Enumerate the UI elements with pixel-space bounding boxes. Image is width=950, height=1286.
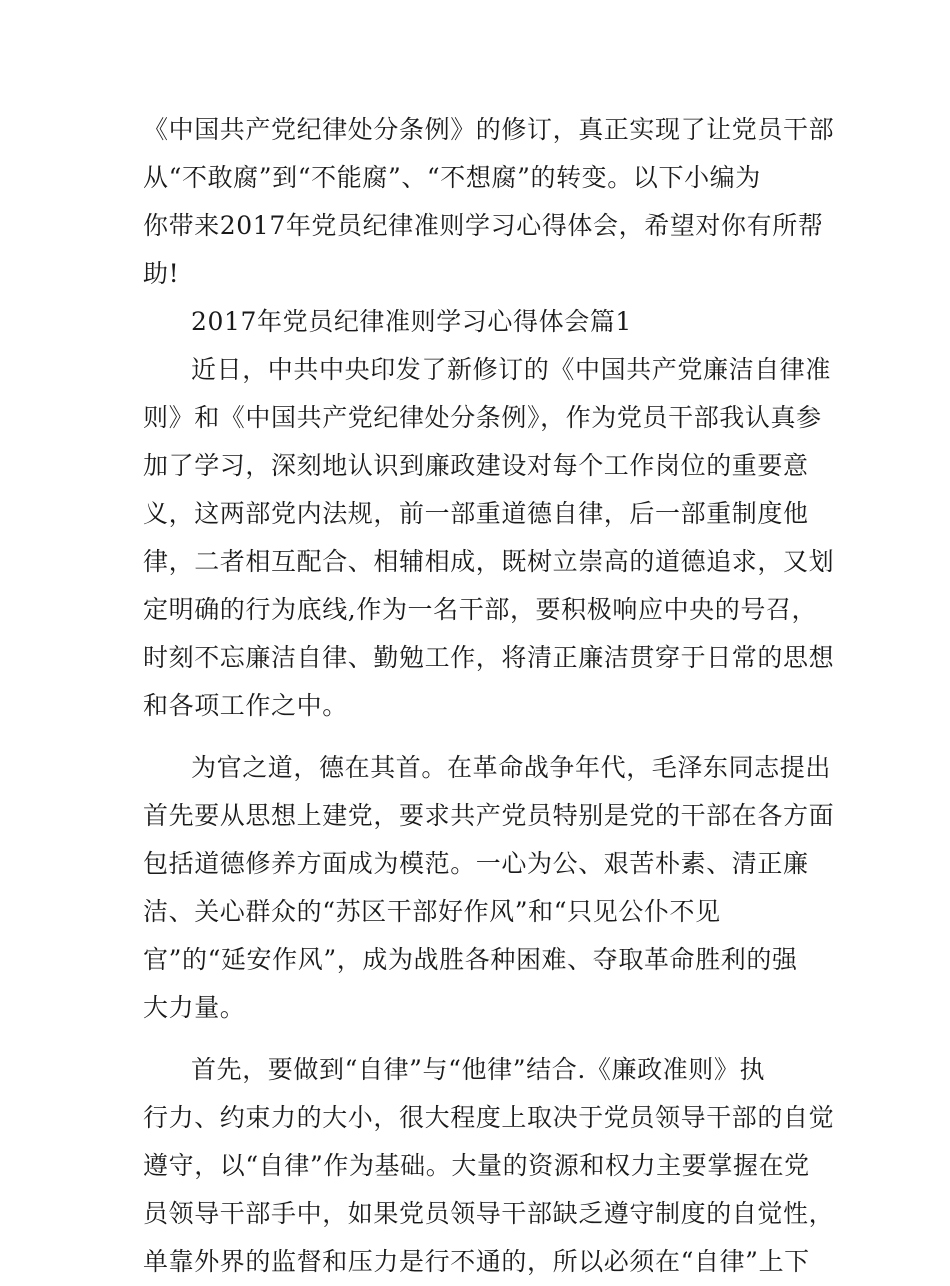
text-line: 时刻不忘廉洁自律、勤勉工作，将清正廉洁贯穿于日常的思想 [143,643,835,672]
text-line: 首先，要做到“自律”与“他律”结合.《廉政准则》执 [191,1055,766,1084]
text-line: 单靠外界的监督和压力是行不通的，所以必须在“自律”上下 [143,1247,810,1276]
text-line: 官”的“延安作风”，成为战胜各种困难、夺取革命胜利的强 [143,945,798,974]
text-line: 遵守，以“自律”作为基础。大量的资源和权力主要掌握在党 [143,1151,810,1180]
paragraph-1 [143,346,835,730]
text-line: 洁、关心群众的“苏区干部好作风”和“只见公仆不见 [143,897,721,926]
paragraph-3 [143,1046,835,1286]
text-line: 包括道德修养方面成为模范。一心为公、艰苦朴素、清正廉 [143,849,809,878]
section-heading: 2017年党员纪律准则学习心得体会篇1 [191,307,632,336]
intro-paragraph [143,106,835,298]
text-line: 行力、约束力的大小，很大程度上取决于党员领导干部的自觉 [143,1103,835,1132]
document-body [143,106,835,1286]
text-line: 加了学习，深刻地认识到廉政建设对每个工作岗位的重要意 [143,451,809,480]
text-line: 为官之道，德在其首。在革命战争年代，毛泽东同志提出 [191,753,832,782]
text-line: 员领导干部手中，如果党员领导干部缺乏遵守制度的自觉性， [143,1199,835,1228]
text-line: 助! [143,259,180,288]
text-line: 律，二者相互配合、相辅相成，既树立崇高的道德追求，又划 [143,547,835,576]
text-line: 则》和《中国共产党纪律处分条例》，作为党员干部我认真参 [143,403,822,432]
text-line: 义，这两部党内法规，前一部重道德自律，后一部重制度他 [143,499,809,528]
text-line: 从“不敢腐”到“不能腐”、“不想腐”的转变。以下小编为 [143,163,761,192]
text-line: 定明确的行为底线,作为一名干部，要积极响应中央的号召， [143,595,818,624]
paragraph-2 [143,744,835,1032]
text-line: 近日，中共中央印发了新修订的《中国共产党廉洁自律准 [191,355,832,384]
text-line: 大力量。 [143,993,246,1022]
text-line: 和各项工作之中。 [143,691,348,720]
text-line: 首先要从思想上建党，要求共产党员特别是党的干部在各方面 [143,801,835,830]
text-line: 《中国共产党纪律处分条例》的修订，真正实现了让党员干部 [143,115,835,144]
text-line: 你带来2017年党员纪律准则学习心得体会，希望对你有所帮 [143,211,824,240]
